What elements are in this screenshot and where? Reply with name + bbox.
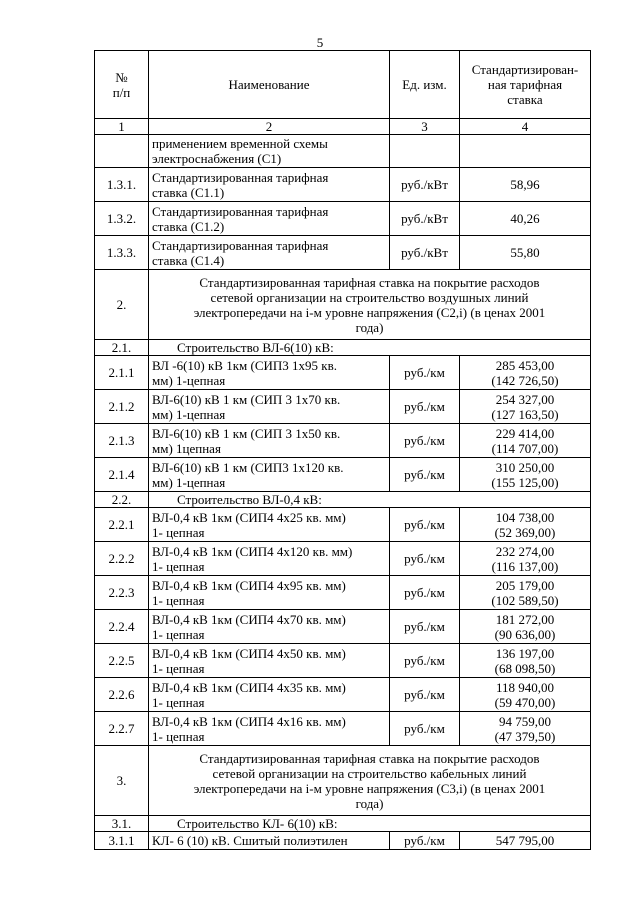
unit-of-measure: руб./км bbox=[390, 678, 460, 712]
text-line: мм) 1-цепная bbox=[152, 474, 226, 490]
text-line: мм) 1-цепная bbox=[152, 406, 226, 422]
text-line: сетевой организации на строительство воздушных линий bbox=[210, 289, 529, 305]
text-line: Стандартизированная тарифная ставка на покрытие расходов bbox=[199, 274, 540, 290]
text-line: Наименование bbox=[228, 77, 310, 92]
row-number: 2. bbox=[95, 270, 149, 340]
text-line: мм) 1цепная bbox=[152, 440, 221, 456]
text-line: ставка (С1.1) bbox=[152, 184, 225, 200]
section-title bbox=[149, 270, 591, 340]
table-row bbox=[95, 832, 591, 850]
text-line: (102 589,50) bbox=[491, 592, 559, 608]
text-line: 229 414,00 bbox=[495, 425, 555, 441]
tariff-value bbox=[460, 712, 591, 746]
text-line: п/п bbox=[112, 84, 131, 100]
text-line: КЛ- 6 (10) кВ. Сшитый полиэтилен bbox=[152, 833, 348, 848]
item-name bbox=[149, 236, 390, 270]
header-number bbox=[95, 51, 149, 119]
row-number: 1.3.3. bbox=[95, 236, 149, 270]
text-line: Стандартизированная тарифная bbox=[152, 169, 329, 185]
text-line: 310 250,00 bbox=[495, 459, 555, 475]
text-line: электропередачи на i-м уровне напряжения (С3,i) (в ценах 2001 bbox=[193, 780, 546, 796]
table-row bbox=[95, 644, 591, 678]
text-line: ВЛ-0,4 кВ 1км (СИП4 4х16 кв. мм) bbox=[152, 713, 346, 729]
item-name bbox=[149, 202, 390, 236]
text-line: (142 726,50) bbox=[491, 372, 559, 388]
text-line: года) bbox=[355, 795, 384, 811]
text-line: (114 707,00) bbox=[491, 440, 559, 456]
subsection-row bbox=[95, 492, 591, 508]
item-name bbox=[149, 610, 390, 644]
text-line: ставка bbox=[507, 92, 543, 107]
table-row bbox=[95, 678, 591, 712]
text-line: ставка (С1.2) bbox=[152, 218, 225, 234]
column-index: 2 bbox=[149, 119, 390, 135]
table-row bbox=[95, 576, 591, 610]
item-name bbox=[149, 390, 390, 424]
subsection-title bbox=[149, 340, 591, 356]
text-line: мм) 1-цепная bbox=[152, 372, 226, 388]
subsection-title bbox=[149, 492, 591, 508]
item-name bbox=[149, 508, 390, 542]
unit-of-measure: руб./км bbox=[390, 508, 460, 542]
section-heading-row bbox=[95, 270, 591, 340]
table-row bbox=[95, 202, 591, 236]
table-row bbox=[95, 168, 591, 202]
row-number: 1.3.2. bbox=[95, 202, 149, 236]
item-name bbox=[149, 168, 390, 202]
page-number: 5 bbox=[316, 35, 324, 50]
item-name bbox=[149, 135, 390, 168]
item-name bbox=[149, 576, 390, 610]
text-line: Ед. изм. bbox=[402, 77, 447, 92]
unit-of-measure: руб./кВт bbox=[390, 168, 460, 202]
text-line: применением временной схемы bbox=[152, 136, 328, 151]
text-line: года) bbox=[355, 319, 384, 335]
text-line: 94 759,00 bbox=[499, 713, 551, 729]
tariff-value bbox=[460, 508, 591, 542]
text-line: ставка (С1.4) bbox=[152, 252, 225, 268]
table-header-row bbox=[95, 51, 591, 119]
unit-of-measure: руб./км bbox=[390, 576, 460, 610]
item-name bbox=[149, 678, 390, 712]
item-name bbox=[149, 356, 390, 390]
row-number: 2.1.3 bbox=[95, 424, 149, 458]
text-line: 118 940,00 bbox=[495, 679, 555, 695]
text-line: ная тарифная bbox=[487, 77, 563, 92]
text-line: 55,80 bbox=[510, 245, 540, 260]
item-name bbox=[149, 458, 390, 492]
text-line: электропередачи на i-м уровне напряжения (С2,i) (в ценах 2001 bbox=[193, 304, 546, 320]
row-number: 2.2.2 bbox=[95, 542, 149, 576]
column-index: 3 bbox=[390, 119, 460, 135]
text-line: 136 197,00 bbox=[495, 645, 555, 661]
row-number: 2.2.7 bbox=[95, 712, 149, 746]
tariff-value bbox=[460, 356, 591, 390]
table-row bbox=[95, 356, 591, 390]
section-heading-row bbox=[95, 746, 591, 816]
text-line: Стандартизированная тарифная bbox=[152, 237, 329, 253]
text-line: Строительство КЛ- 6(10) кВ: bbox=[177, 816, 338, 831]
row-number: 2.1.4 bbox=[95, 458, 149, 492]
unit-of-measure: руб./кВт bbox=[390, 202, 460, 236]
text-line: ВЛ-0,4 кВ 1км (СИП4 4х95 кв. мм) bbox=[152, 577, 346, 593]
text-line: 104 738,00 bbox=[495, 509, 555, 525]
text-line: электроснабжения (С1) bbox=[152, 151, 282, 166]
text-line: сетевой организации на строительство кабельных линий bbox=[212, 765, 527, 781]
table-body bbox=[95, 135, 591, 850]
text-line: ВЛ-0,4 кВ 1км (СИП4 4х25 кв. мм) bbox=[152, 509, 346, 525]
tariff-value bbox=[460, 576, 591, 610]
table-row bbox=[95, 424, 591, 458]
text-line: 40,26 bbox=[510, 211, 540, 226]
text-line: 1- цепная bbox=[152, 558, 205, 574]
text-line: (47 379,50) bbox=[494, 728, 556, 744]
text-line: ВЛ -6(10) кВ 1км (СИП3 1х95 кв. bbox=[152, 357, 337, 373]
text-line: 547 795,00 bbox=[495, 833, 555, 848]
text-line: 1- цепная bbox=[152, 694, 205, 710]
table-row bbox=[95, 542, 591, 576]
column-index: 1 bbox=[95, 119, 149, 135]
row-number: 3.1.1 bbox=[95, 832, 149, 850]
row-number: 1.3.1. bbox=[95, 168, 149, 202]
section-title bbox=[149, 746, 591, 816]
text-line: 1- цепная bbox=[152, 660, 205, 676]
item-name bbox=[149, 542, 390, 576]
table-row bbox=[95, 135, 591, 168]
text-line: 285 453,00 bbox=[495, 357, 555, 373]
tariff-value bbox=[460, 458, 591, 492]
unit-of-measure: руб./км bbox=[390, 712, 460, 746]
text-line: (155 125,00) bbox=[491, 474, 559, 490]
unit-of-measure: руб./км bbox=[390, 644, 460, 678]
text-line: ВЛ-0,4 кВ 1км (СИП4 4х35 кв. мм) bbox=[152, 679, 346, 695]
text-line: ВЛ-0,4 кВ 1км (СИП4 4х70 кв. мм) bbox=[152, 611, 346, 627]
column-index: 4 bbox=[460, 119, 591, 135]
text-line: ВЛ-6(10) кВ 1 км (СИП 3 1х50 кв. bbox=[152, 425, 341, 441]
unit-of-measure: руб./кВт bbox=[390, 236, 460, 270]
tariff-value bbox=[460, 832, 591, 850]
tariff-value bbox=[460, 424, 591, 458]
tariff-value bbox=[460, 610, 591, 644]
text-line: Строительство ВЛ-6(10) кВ: bbox=[177, 340, 334, 355]
table-row bbox=[95, 610, 591, 644]
tariff-value bbox=[460, 168, 591, 202]
item-name bbox=[149, 712, 390, 746]
item-name bbox=[149, 424, 390, 458]
text-line: Стандартизирован- bbox=[471, 62, 579, 77]
unit-of-measure: руб./км bbox=[390, 458, 460, 492]
table-row bbox=[95, 712, 591, 746]
row-number: 2.2.3 bbox=[95, 576, 149, 610]
text-line: Стандартизированная тарифная bbox=[152, 203, 329, 219]
text-line: (68 098,50) bbox=[494, 660, 556, 676]
unit-of-measure: руб./км bbox=[390, 610, 460, 644]
text-line: ВЛ-0,4 кВ 1км (СИП4 4х120 кв. мм) bbox=[152, 543, 353, 559]
subsection-row bbox=[95, 340, 591, 356]
text-line: 181 272,00 bbox=[495, 611, 555, 627]
tariff-value bbox=[460, 135, 591, 168]
tariff-value bbox=[460, 678, 591, 712]
row-number: 2.1.2 bbox=[95, 390, 149, 424]
column-index-row bbox=[95, 119, 591, 135]
text-line: (90 636,00) bbox=[494, 626, 556, 642]
text-line: 232 274,00 bbox=[495, 543, 555, 559]
text-line: (116 137,00) bbox=[491, 558, 559, 574]
text-line: ВЛ-6(10) кВ 1 км (СИП 3 1х70 кв. bbox=[152, 391, 341, 407]
text-line: Строительство ВЛ-0,4 кВ: bbox=[177, 492, 322, 507]
subsection-row bbox=[95, 816, 591, 832]
tariff-rates-table bbox=[94, 50, 591, 850]
row-number: 2.2. bbox=[95, 492, 149, 508]
tariff-value bbox=[460, 236, 591, 270]
unit-of-measure: руб./км bbox=[390, 356, 460, 390]
table-row bbox=[95, 390, 591, 424]
row-number: 2.2.1 bbox=[95, 508, 149, 542]
unit-of-measure bbox=[390, 135, 460, 168]
row-number: 3. bbox=[95, 746, 149, 816]
header-rate bbox=[460, 51, 591, 119]
row-number bbox=[95, 135, 149, 168]
text-line: 1- цепная bbox=[152, 626, 205, 642]
text-line: 58,96 bbox=[510, 177, 540, 192]
tariff-value bbox=[460, 542, 591, 576]
item-name bbox=[149, 644, 390, 678]
item-name bbox=[149, 832, 390, 850]
row-number: 3.1. bbox=[95, 816, 149, 832]
header-name bbox=[149, 51, 390, 119]
text-line: 205 179,00 bbox=[495, 577, 555, 593]
unit-of-measure: руб./км bbox=[390, 542, 460, 576]
text-line: 254 327,00 bbox=[495, 391, 555, 407]
row-number: 2.2.4 bbox=[95, 610, 149, 644]
table-row bbox=[95, 458, 591, 492]
text-line: (52 369,00) bbox=[494, 524, 556, 540]
unit-of-measure: руб./км bbox=[390, 832, 460, 850]
text-line: ВЛ-0,4 кВ 1км (СИП4 4х50 кв. мм) bbox=[152, 645, 346, 661]
tariff-value bbox=[460, 644, 591, 678]
table-row bbox=[95, 236, 591, 270]
text-line: Стандартизированная тарифная ставка на покрытие расходов bbox=[199, 750, 540, 766]
table-row bbox=[95, 508, 591, 542]
unit-of-measure: руб./км bbox=[390, 390, 460, 424]
text-line: ВЛ-6(10) кВ 1 км (СИП3 1х120 кв. bbox=[152, 459, 344, 475]
row-number: 2.2.6 bbox=[95, 678, 149, 712]
row-number: 2.2.5 bbox=[95, 644, 149, 678]
row-number: 2.1. bbox=[95, 340, 149, 356]
row-number: 2.1.1 bbox=[95, 356, 149, 390]
text-line: 1- цепная bbox=[152, 592, 205, 608]
text-line: 1- цепная bbox=[152, 728, 205, 744]
unit-of-measure: руб./км bbox=[390, 424, 460, 458]
text-line: (127 163,50) bbox=[491, 406, 559, 422]
text-line: (59 470,00) bbox=[494, 694, 556, 710]
subsection-title bbox=[149, 816, 591, 832]
text-line: № bbox=[115, 69, 128, 85]
tariff-value bbox=[460, 202, 591, 236]
header-unit bbox=[390, 51, 460, 119]
text-line: 1- цепная bbox=[152, 524, 205, 540]
tariff-value bbox=[460, 390, 591, 424]
